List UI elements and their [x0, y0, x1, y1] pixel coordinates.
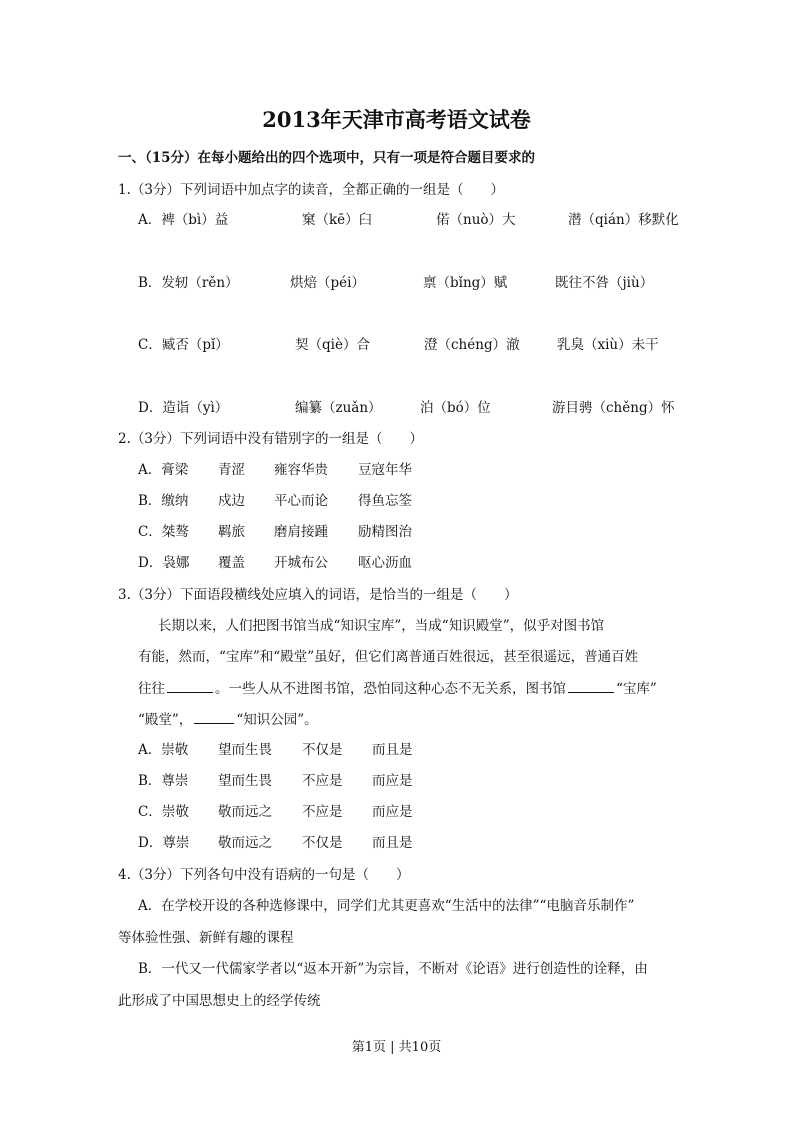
section-heading: 一、（15分）在每小题给出的四个选项中，只有一项是符合题目要求的	[118, 150, 536, 166]
page-title: 2013年天津市高考语文试卷	[262, 107, 531, 132]
question-4-option-b-line-1: B．一代又一代儒家学者以“返本开新”为宗旨，不断对《论语》进行创造性的诠释，由	[138, 961, 648, 977]
passage-line: 长期以来，人们把图书馆当成“知识宝库”，当成“知识殿堂”，似乎对图书馆	[158, 618, 605, 634]
option-cell: 烘焙（péi）	[290, 275, 365, 291]
option-cell: 游目骋（chěng）怀	[552, 400, 675, 416]
question-4-option-a-line-2: 等体验性强、新鲜有趣的课程	[118, 930, 294, 946]
option-cell: 禀（bǐng）赋	[423, 275, 508, 291]
passage-text: “宝库”	[616, 681, 657, 697]
option-cell: C．崇敬	[138, 804, 189, 820]
option-cell: 而应是	[372, 773, 413, 789]
passage-line: 有能，然而，“宝库”和“殿堂”虽好，但它们离普通百姓很远，甚至很遥远，普通百姓	[138, 649, 639, 665]
option-cell: 望而生畏	[218, 742, 272, 758]
option-cell: D．造诣（yì）	[138, 400, 229, 416]
question-4-option-a-line-1: A．在学校开设的各种选修课中，同学们尤其更喜欢“生活中的法律”“电脑音乐制作”	[138, 898, 635, 914]
option-cell: 励精图治	[358, 524, 412, 540]
option-cell: 不应是	[302, 804, 343, 820]
option-cell: 窠（kē）臼	[302, 212, 373, 228]
option-cell: B．尊崇	[138, 773, 189, 789]
answer-blank-1	[167, 680, 213, 693]
option-cell: 契（qiè）合	[295, 337, 370, 353]
option-cell: 雍容华贵	[274, 462, 328, 478]
option-cell: 偌（nuò）大	[436, 212, 516, 228]
option-cell: A．膏梁	[138, 462, 189, 478]
option-cell: C．桀骜	[138, 524, 189, 540]
option-cell: C．臧否（pǐ）	[138, 337, 229, 353]
option-cell: 既往不咎（jiù）	[555, 275, 654, 291]
question-4-stem: 4.（3分）下列各句中没有语病的一句是（ ）	[118, 867, 410, 883]
option-cell: D．袅娜	[138, 555, 190, 571]
passage-text: “殿堂”，	[138, 712, 193, 728]
option-cell: 羁旅	[218, 524, 245, 540]
passage-text: 。一些人从不进图书馆，恐怕同这种心态不无关系，图书馆	[215, 681, 566, 697]
option-cell: 泊（bó）位	[420, 400, 491, 416]
option-cell: 而应是	[372, 804, 413, 820]
passage-text: 往往	[138, 681, 165, 697]
option-cell: 而且是	[372, 742, 413, 758]
option-cell: 敬而远之	[218, 804, 272, 820]
option-cell: 不仅是	[302, 742, 343, 758]
passage-line	[138, 677, 657, 697]
option-cell: 不仅是	[302, 835, 343, 851]
option-cell: A．崇敬	[138, 742, 189, 758]
option-cell: 平心而论	[274, 493, 328, 509]
option-cell: 潜（qián）移默化	[568, 212, 679, 228]
question-2-stem: 2.（3分）下列词语中没有错别字的一组是（ ）	[118, 431, 423, 447]
option-cell: 不应是	[302, 773, 343, 789]
option-cell: 呕心沥血	[358, 555, 412, 571]
passage-line	[138, 708, 318, 728]
question-4-option-b-line-2: 此形成了中国思想史上的经学传统	[118, 993, 321, 1009]
answer-blank-3	[194, 711, 234, 724]
option-cell: 覆盖	[218, 555, 245, 571]
option-cell: 编纂（zuǎn）	[295, 400, 382, 416]
option-cell: B．缴纳	[138, 493, 189, 509]
option-cell: 豆寇年华	[358, 462, 412, 478]
option-cell: 望而生畏	[218, 773, 272, 789]
page-footer: 第1页 | 共10页	[351, 1040, 442, 1055]
answer-blank-2	[568, 680, 614, 693]
option-cell: 戍边	[218, 493, 245, 509]
option-cell: B．发轫（rěn）	[138, 275, 239, 291]
question-3-stem: 3.（3分）下面语段横线处应填入的词语，是恰当的一组是（ ）	[118, 587, 518, 603]
option-cell: 而且是	[372, 835, 413, 851]
option-cell: 敬而远之	[218, 835, 272, 851]
option-cell: 开城布公	[274, 555, 328, 571]
option-cell: 澄（chéng）澈	[424, 337, 520, 353]
option-cell: D．尊崇	[138, 835, 190, 851]
option-cell: 乳臭（xiù）未干	[557, 337, 659, 353]
option-cell: 磨肩接踵	[274, 524, 328, 540]
option-cell: A．裨（bì）益	[138, 212, 229, 228]
option-cell: 得鱼忘筌	[358, 493, 412, 509]
question-1-stem: 1.（3分）下列词语中加点字的读音，全都正确的一组是（ ）	[118, 182, 504, 198]
passage-text: “知识公园”。	[236, 712, 318, 728]
option-cell: 青涩	[218, 462, 245, 478]
